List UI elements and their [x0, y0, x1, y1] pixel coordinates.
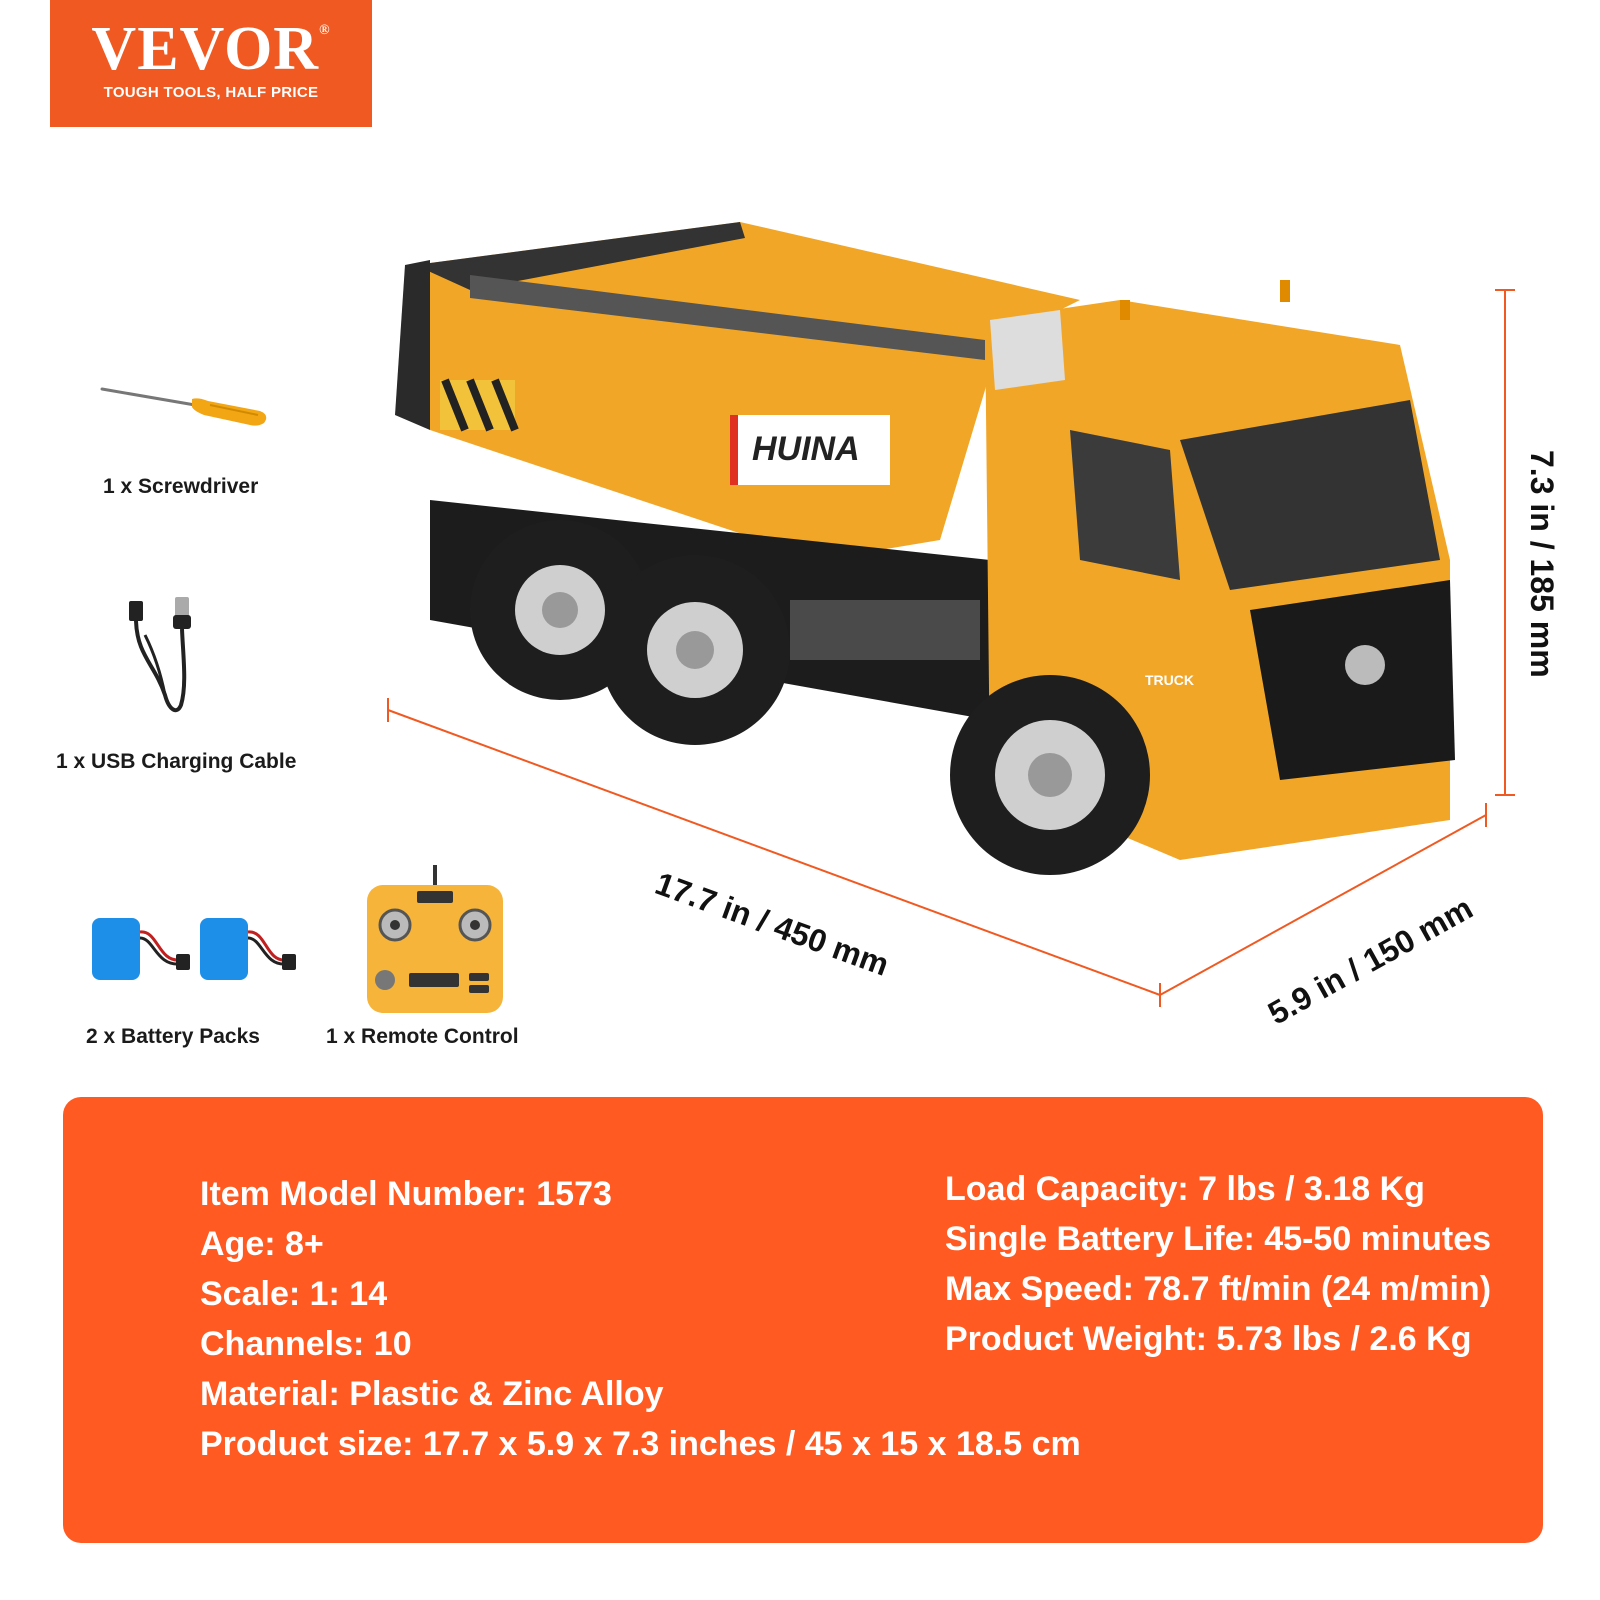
dimension-width-label: 5.9 in / 150 mm — [1262, 889, 1479, 1032]
cab-badge-text: TRUCK — [1145, 672, 1194, 688]
spec-channels: Channels: 10 — [200, 1325, 412, 1363]
dimension-length-label: 17.7 in / 450 mm — [650, 865, 894, 983]
spec-material: Material: Plastic & Zinc Alloy — [200, 1375, 664, 1413]
spec-product-size: Product size: 17.7 x 5.9 x 7.3 inches / 45 x 15 x 18.5 cm — [200, 1425, 1081, 1463]
spec-scale: Scale: 1: 14 — [200, 1275, 388, 1313]
accessory-label-battery-packs: 2 x Battery Packs — [86, 1025, 260, 1048]
spec-product-weight: Product Weight: 5.73 lbs / 2.6 Kg — [945, 1320, 1472, 1358]
truck-logo-text: HUINA — [752, 430, 860, 468]
spec-load-capacity: Load Capacity: 7 lbs / 3.18 Kg — [945, 1170, 1425, 1208]
accessory-label-screwdriver: 1 x Screwdriver — [103, 475, 259, 498]
spec-age: Age: 8+ — [200, 1225, 324, 1263]
specs-panel — [63, 1097, 1543, 1543]
spec-battery-life: Single Battery Life: 45-50 minutes — [945, 1220, 1492, 1258]
logo-brand: VEVOR — [91, 15, 320, 83]
accessory-label-remote-control: 1 x Remote Control — [326, 1025, 519, 1048]
dimension-height-label: 7.3 in / 185 mm — [1524, 450, 1560, 678]
specs-right-column — [945, 1164, 1491, 1364]
accessory-label-usb-cable: 1 x USB Charging Cable — [56, 750, 297, 773]
logo-registered-mark: ® — [319, 23, 331, 38]
spec-model-number: Item Model Number: 1573 — [200, 1175, 612, 1213]
logo-tagline: TOUGH TOOLS, HALF PRICE — [103, 84, 319, 101]
spec-max-speed: Max Speed: 78.7 ft/min (24 m/min) — [945, 1270, 1492, 1308]
